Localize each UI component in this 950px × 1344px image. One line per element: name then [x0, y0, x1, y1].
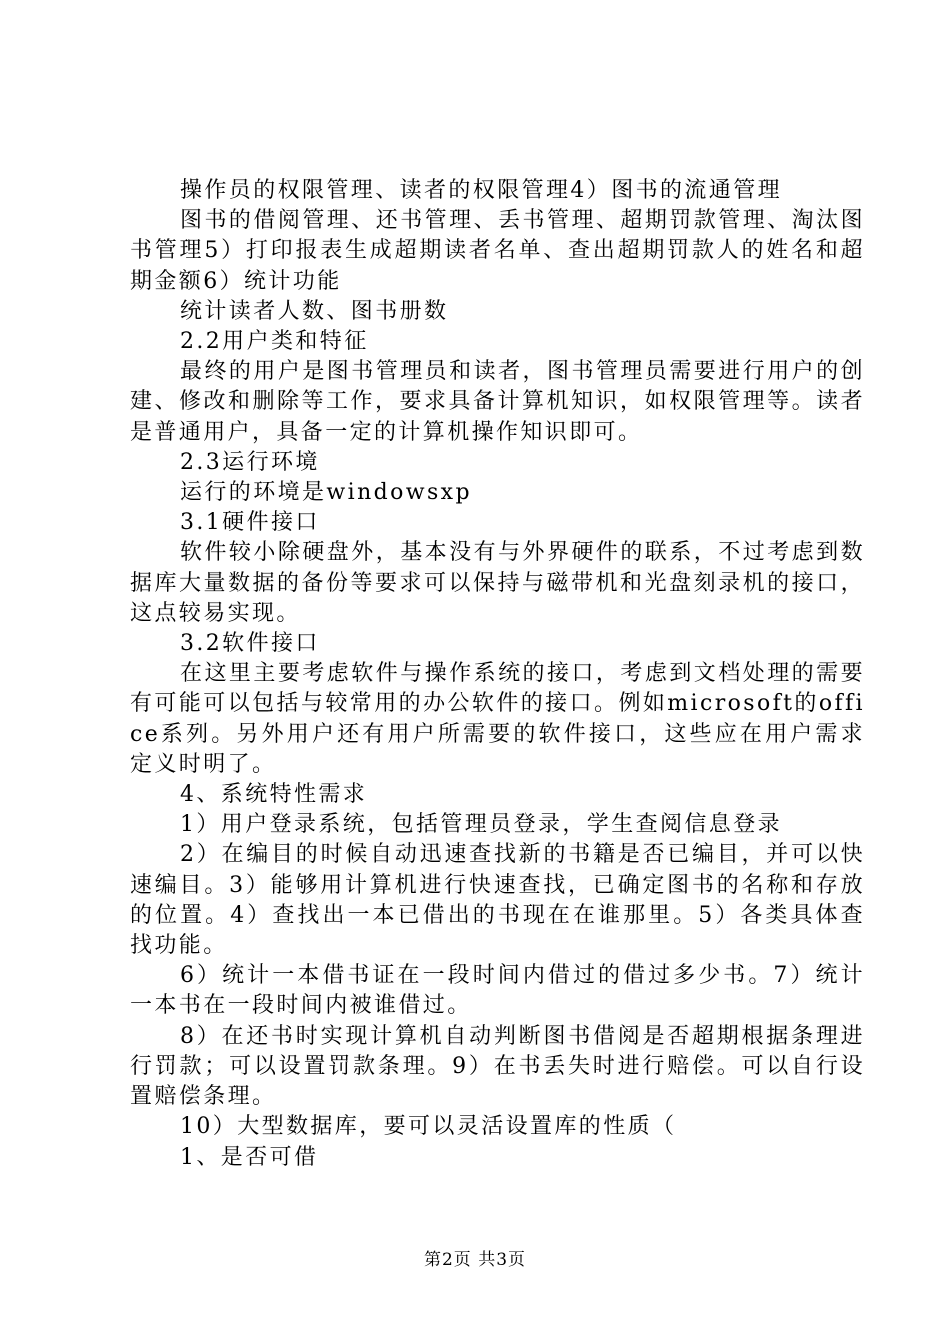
- paragraph-software-interface: 在这里主要考虑软件与操作系统的接口，考虑到文档处理的需要有可能可以包括与较常用的办公软件的接口。例如microsoft的office系列。另外用户还有用户所需要的软件接口，这些应在用户需求定义时明了。: [130, 661, 865, 777]
- heading-software-interface: 3.2软件接口: [180, 631, 320, 657]
- heading-system-requirements: 4、系统特性需求: [180, 782, 368, 808]
- heading-hardware-interface: 3.1硬件接口: [180, 510, 320, 536]
- document-body: [130, 176, 865, 1173]
- paragraph-requirement-borrowable: 1、是否可借: [180, 1144, 319, 1170]
- paragraph-hardware-interface: 软件较小除硬盘外，基本没有与外界硬件的联系，不过考虑到数据库大量数据的备份等要求可以保持与磁带机和光盘刻录机的接口，这点较易实现。: [130, 540, 865, 626]
- paragraph-requirement-database: 10）大型数据库，要可以灵活设置库的性质（: [180, 1114, 677, 1140]
- paragraph-circulation-management: 图书的借阅管理、还书管理、丢书管理、超期罚款管理、淘汰图书管理5）打印报表生成超期读者名单、查出超期罚款人的姓名和超期金额6）统计功能: [130, 208, 865, 294]
- heading-user-classes: 2.2用户类和特征: [180, 329, 369, 355]
- heading-runtime-environment: 2.3运行环境: [180, 449, 320, 475]
- paragraph-requirement-fines: 8）在还书时实现计算机自动判断图书借阅是否超期根据条理进行罚款；可以设置罚款条理。9）在书丢失时进行赔偿。可以自行设置赔偿条理。: [130, 1023, 865, 1110]
- paragraph-requirement-login: 1）用户登录系统，包括管理员登录，学生查阅信息登录: [180, 812, 782, 838]
- paragraph-runtime-environment: 运行的环境是windowsxp: [180, 480, 472, 506]
- page-number-footer: 第2页 共3页: [423, 1250, 527, 1270]
- paragraph-requirement-statistics: 6）统计一本借书证在一段时间内借过的借过多少书。7）统计一本书在一段时间内被谁借过。: [130, 963, 865, 1019]
- paragraph-requirement-catalog: 2）在编目的时候自动迅速查找新的书籍是否已编目，并可以快速编目。3）能够用计算机进行快速查找，已确定图书的名称和存放的位置。4）查找出一本已借出的书现在在谁那里。5）各类具体查找功能。: [130, 842, 865, 959]
- paragraph-permission-management: 操作员的权限管理、读者的权限管理4）图书的流通管理: [180, 178, 782, 203]
- paragraph-statistics: 统计读者人数、图书册数: [180, 298, 449, 324]
- paragraph-user-description: 最终的用户是图书管理员和读者，图书管理员需要进行用户的创建、修改和删除等工作，要求具备计算机知识，如权限管理等。读者是普通用户，具备一定的计算机操作知识即可。: [130, 359, 865, 445]
